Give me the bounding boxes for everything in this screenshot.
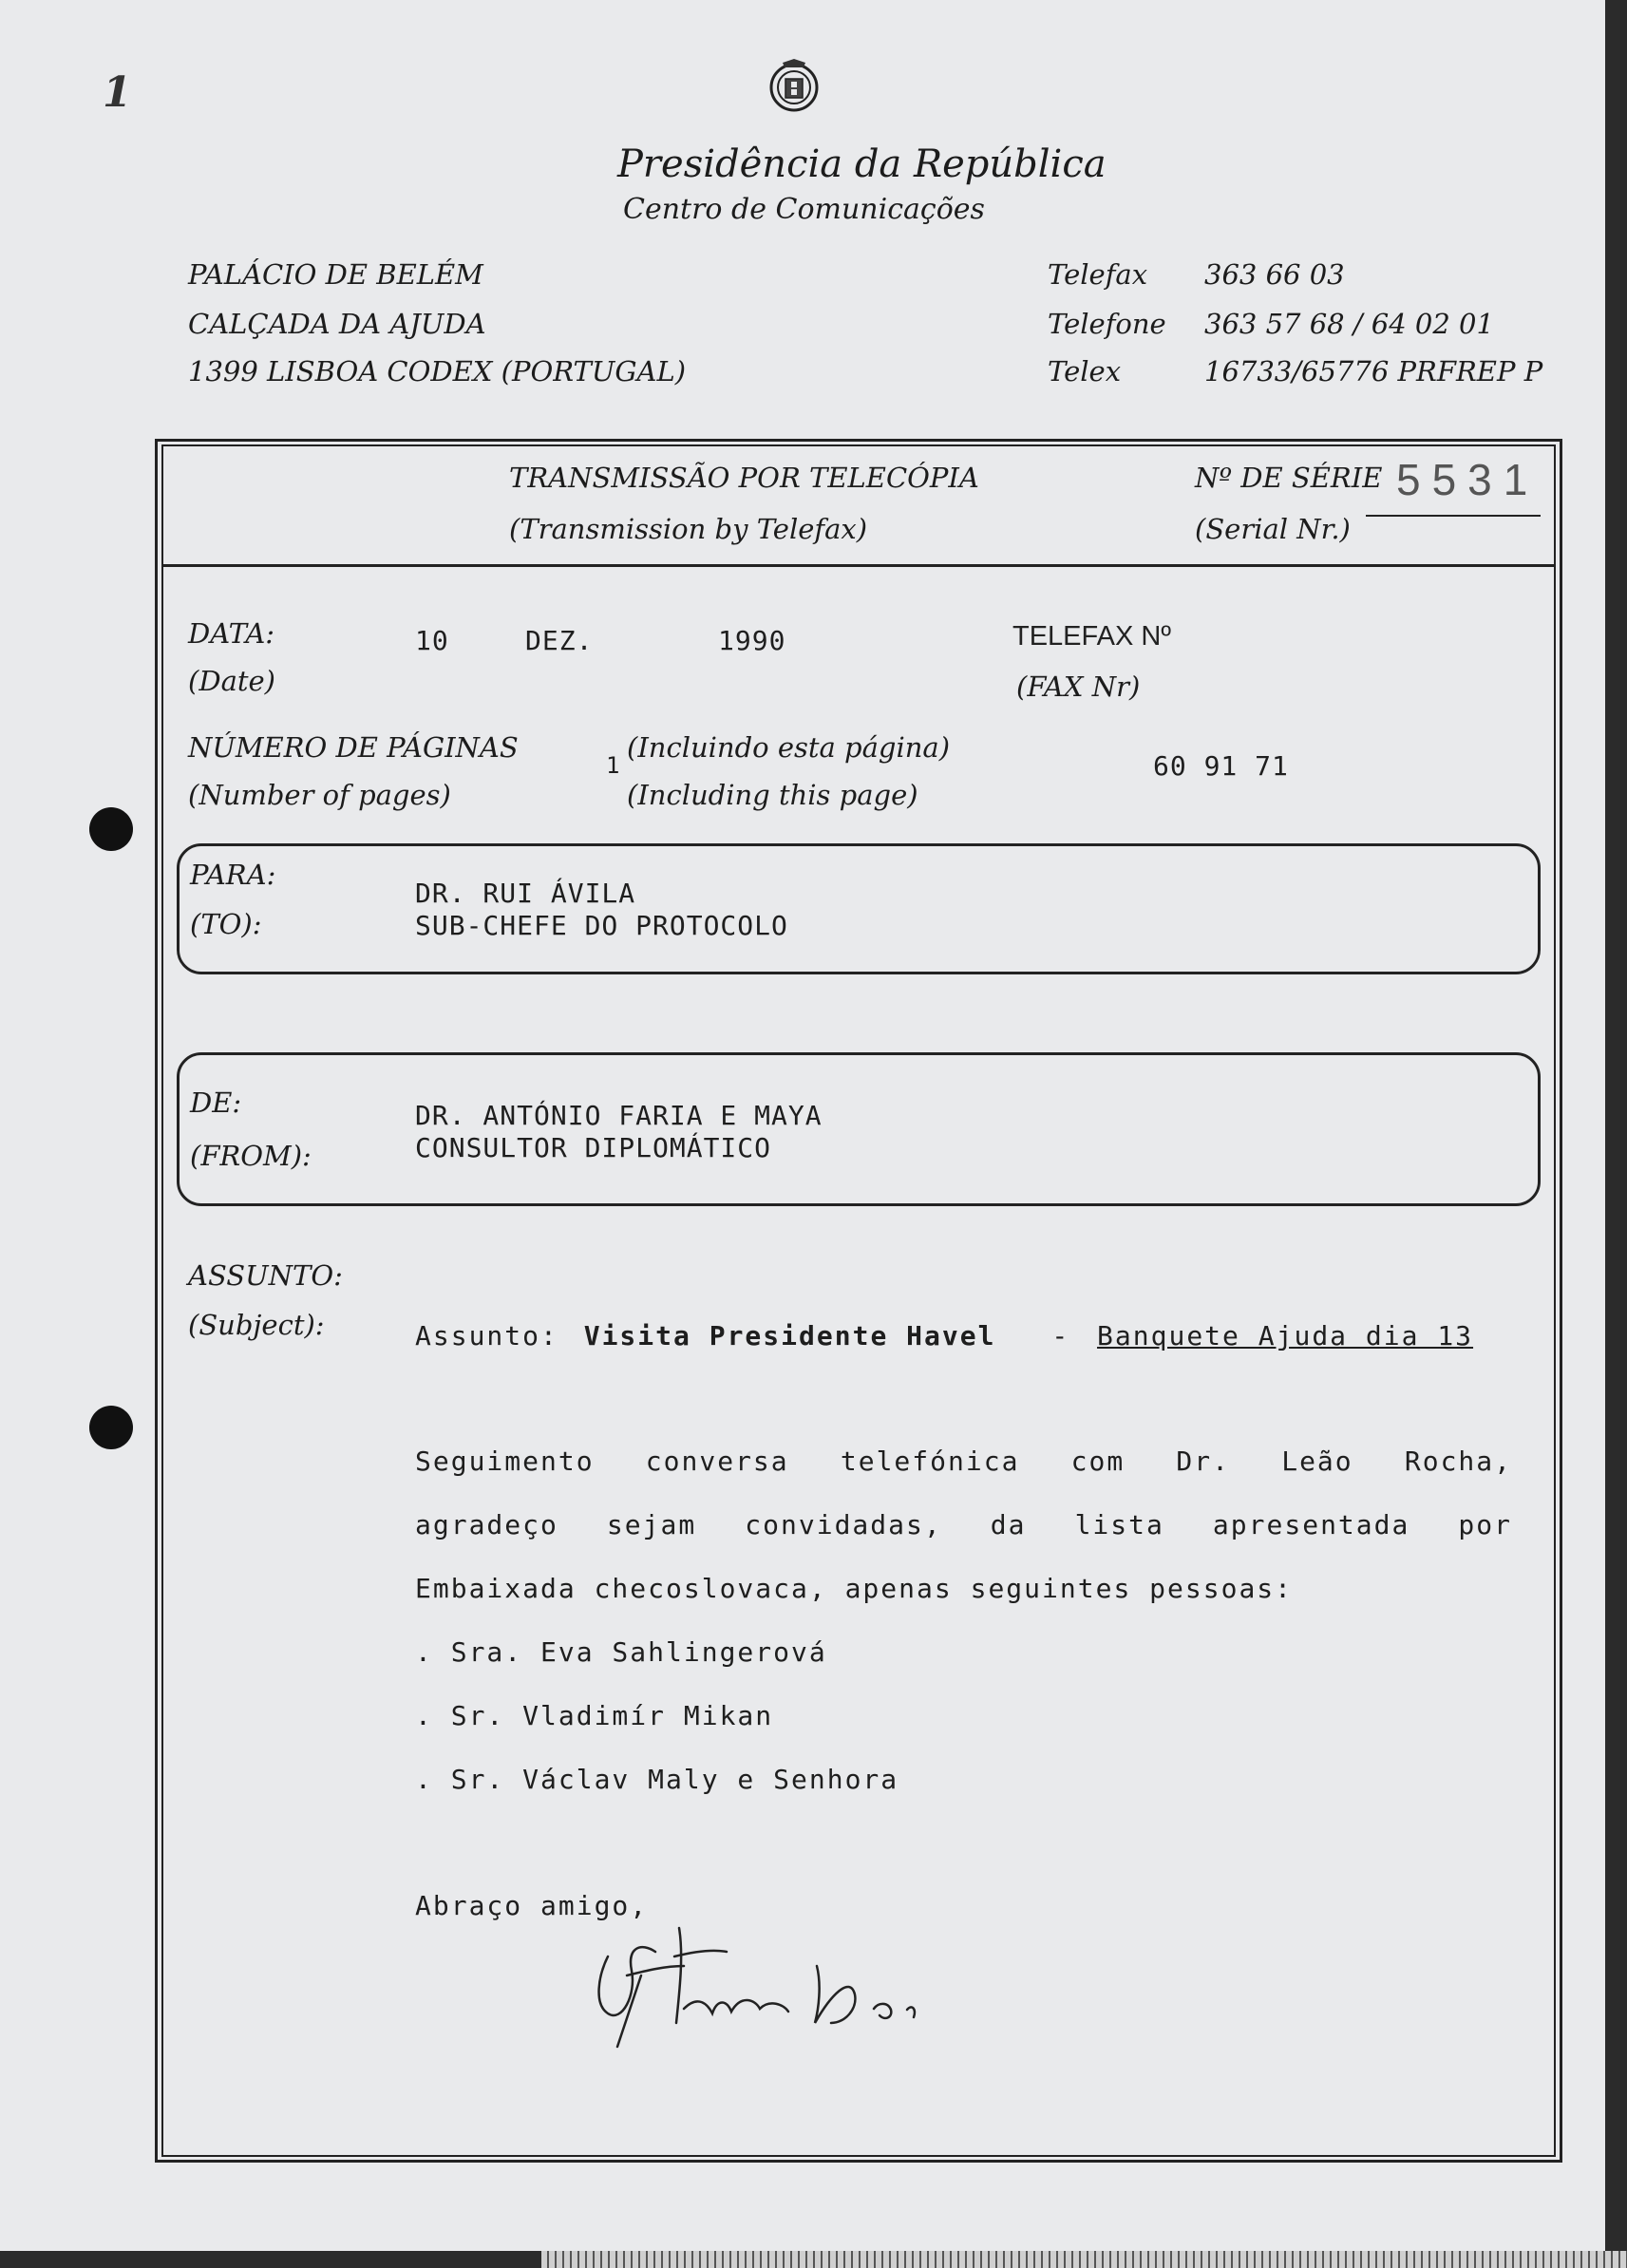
form-frame-inner <box>161 444 1556 2157</box>
pages-value: 1 <box>606 752 621 779</box>
subject-prefix: Assunto: <box>415 1320 558 1351</box>
recipient-box <box>177 843 1541 974</box>
sender-name: DR. ANTÓNIO FARIA E MAYA <box>415 1100 823 1131</box>
subject-label-en: (Subject): <box>188 1309 325 1341</box>
serial-number: 5531 <box>1396 455 1540 504</box>
address-line-2: CALÇADA DA AJUDA <box>188 308 486 340</box>
sender-title: CONSULTOR DIPLOMÁTICO <box>415 1132 772 1163</box>
date-label-pt: DATA: <box>188 617 275 650</box>
from-label-pt: DE: <box>190 1087 242 1119</box>
body-line-3: Embaixada checoslovaca, apenas seguintes pessoas: <box>415 1573 1294 1604</box>
subject-line <box>415 1320 1473 1351</box>
telefax-label: Telefax <box>1048 258 1148 291</box>
telefone-label: Telefone <box>1048 308 1166 340</box>
fax-number-value: 60 91 71 <box>1153 750 1289 782</box>
date-day: 10 <box>415 625 449 656</box>
pages-label-en: (Number of pages) <box>188 779 451 811</box>
body-line-2: agradeço sejam convidadas, da lista apresentada por <box>415 1509 1512 1540</box>
recipient-name: DR. RUI ÁVILA <box>415 878 636 909</box>
guest-1: . Sra. Eva Sahlingerová <box>415 1636 827 1668</box>
form-header-divider <box>161 564 1556 567</box>
coat-of-arms-emblem <box>769 59 819 118</box>
org-subtitle: Centro de Comunicações <box>623 193 985 226</box>
recipient-title: SUB-CHEFE DO PROTOCOLO <box>415 910 788 941</box>
address-line-3: 1399 LISBOA CODEX (PORTUGAL) <box>188 355 687 387</box>
subject-main: Visita Presidente Havel <box>583 1320 996 1351</box>
fax-label-pt: TELEFAX Nº <box>1012 621 1171 652</box>
guest-2: . Sr. Vladimír Mikan <box>415 1700 774 1731</box>
sender-box <box>177 1052 1541 1206</box>
handwritten-signature <box>589 1918 959 2051</box>
date-label-en: (Date) <box>188 665 275 697</box>
closing: Abraço amigo, <box>415 1890 649 1921</box>
date-year: 1990 <box>718 625 786 656</box>
to-label-en: (TO): <box>190 908 262 940</box>
form-title-en: (Transmission by Telefax) <box>509 513 868 545</box>
subject-label-pt: ASSUNTO: <box>188 1259 343 1292</box>
telefax-value: 363 66 03 <box>1204 258 1345 291</box>
pages-note-pt: (Incluindo esta página) <box>627 731 951 764</box>
org-title: Presidência da República <box>617 142 1107 186</box>
body-line-1: Seguimento conversa telefónica com Dr. Leão Rocha, <box>415 1446 1512 1477</box>
telefone-value: 363 57 68 / 64 02 01 <box>1204 308 1494 340</box>
serial-label-en: (Serial Nr.) <box>1195 513 1351 545</box>
date-month: DEZ. <box>525 625 594 656</box>
guest-3: . Sr. Václav Maly e Senhora <box>415 1764 899 1795</box>
pages-note-en: (Including this page) <box>627 779 918 811</box>
punch-hole-top <box>89 807 133 851</box>
corner-mark: 1 <box>103 68 132 117</box>
pages-label-pt: NÚMERO DE PÁGINAS <box>188 731 519 764</box>
punch-hole-bottom <box>89 1406 133 1449</box>
subject-detail: Banquete Ajuda dia 13 <box>1097 1320 1474 1351</box>
serial-label-pt: Nº DE SÉRIE <box>1195 462 1383 494</box>
telex-value: 16733/65776 PRFREP P <box>1204 355 1543 387</box>
fax-label-en: (FAX Nr) <box>1016 671 1141 703</box>
serial-underline <box>1366 515 1541 517</box>
scan-ruler-strip <box>541 2251 1627 2268</box>
from-label-en: (FROM): <box>190 1140 312 1172</box>
telex-label: Telex <box>1048 355 1122 387</box>
subject-dash: - <box>1051 1320 1070 1351</box>
form-title-pt: TRANSMISSÃO POR TELECÓPIA <box>509 462 979 494</box>
to-label-pt: PARA: <box>190 859 276 891</box>
address-line-1: PALÁCIO DE BELÉM <box>188 258 483 291</box>
